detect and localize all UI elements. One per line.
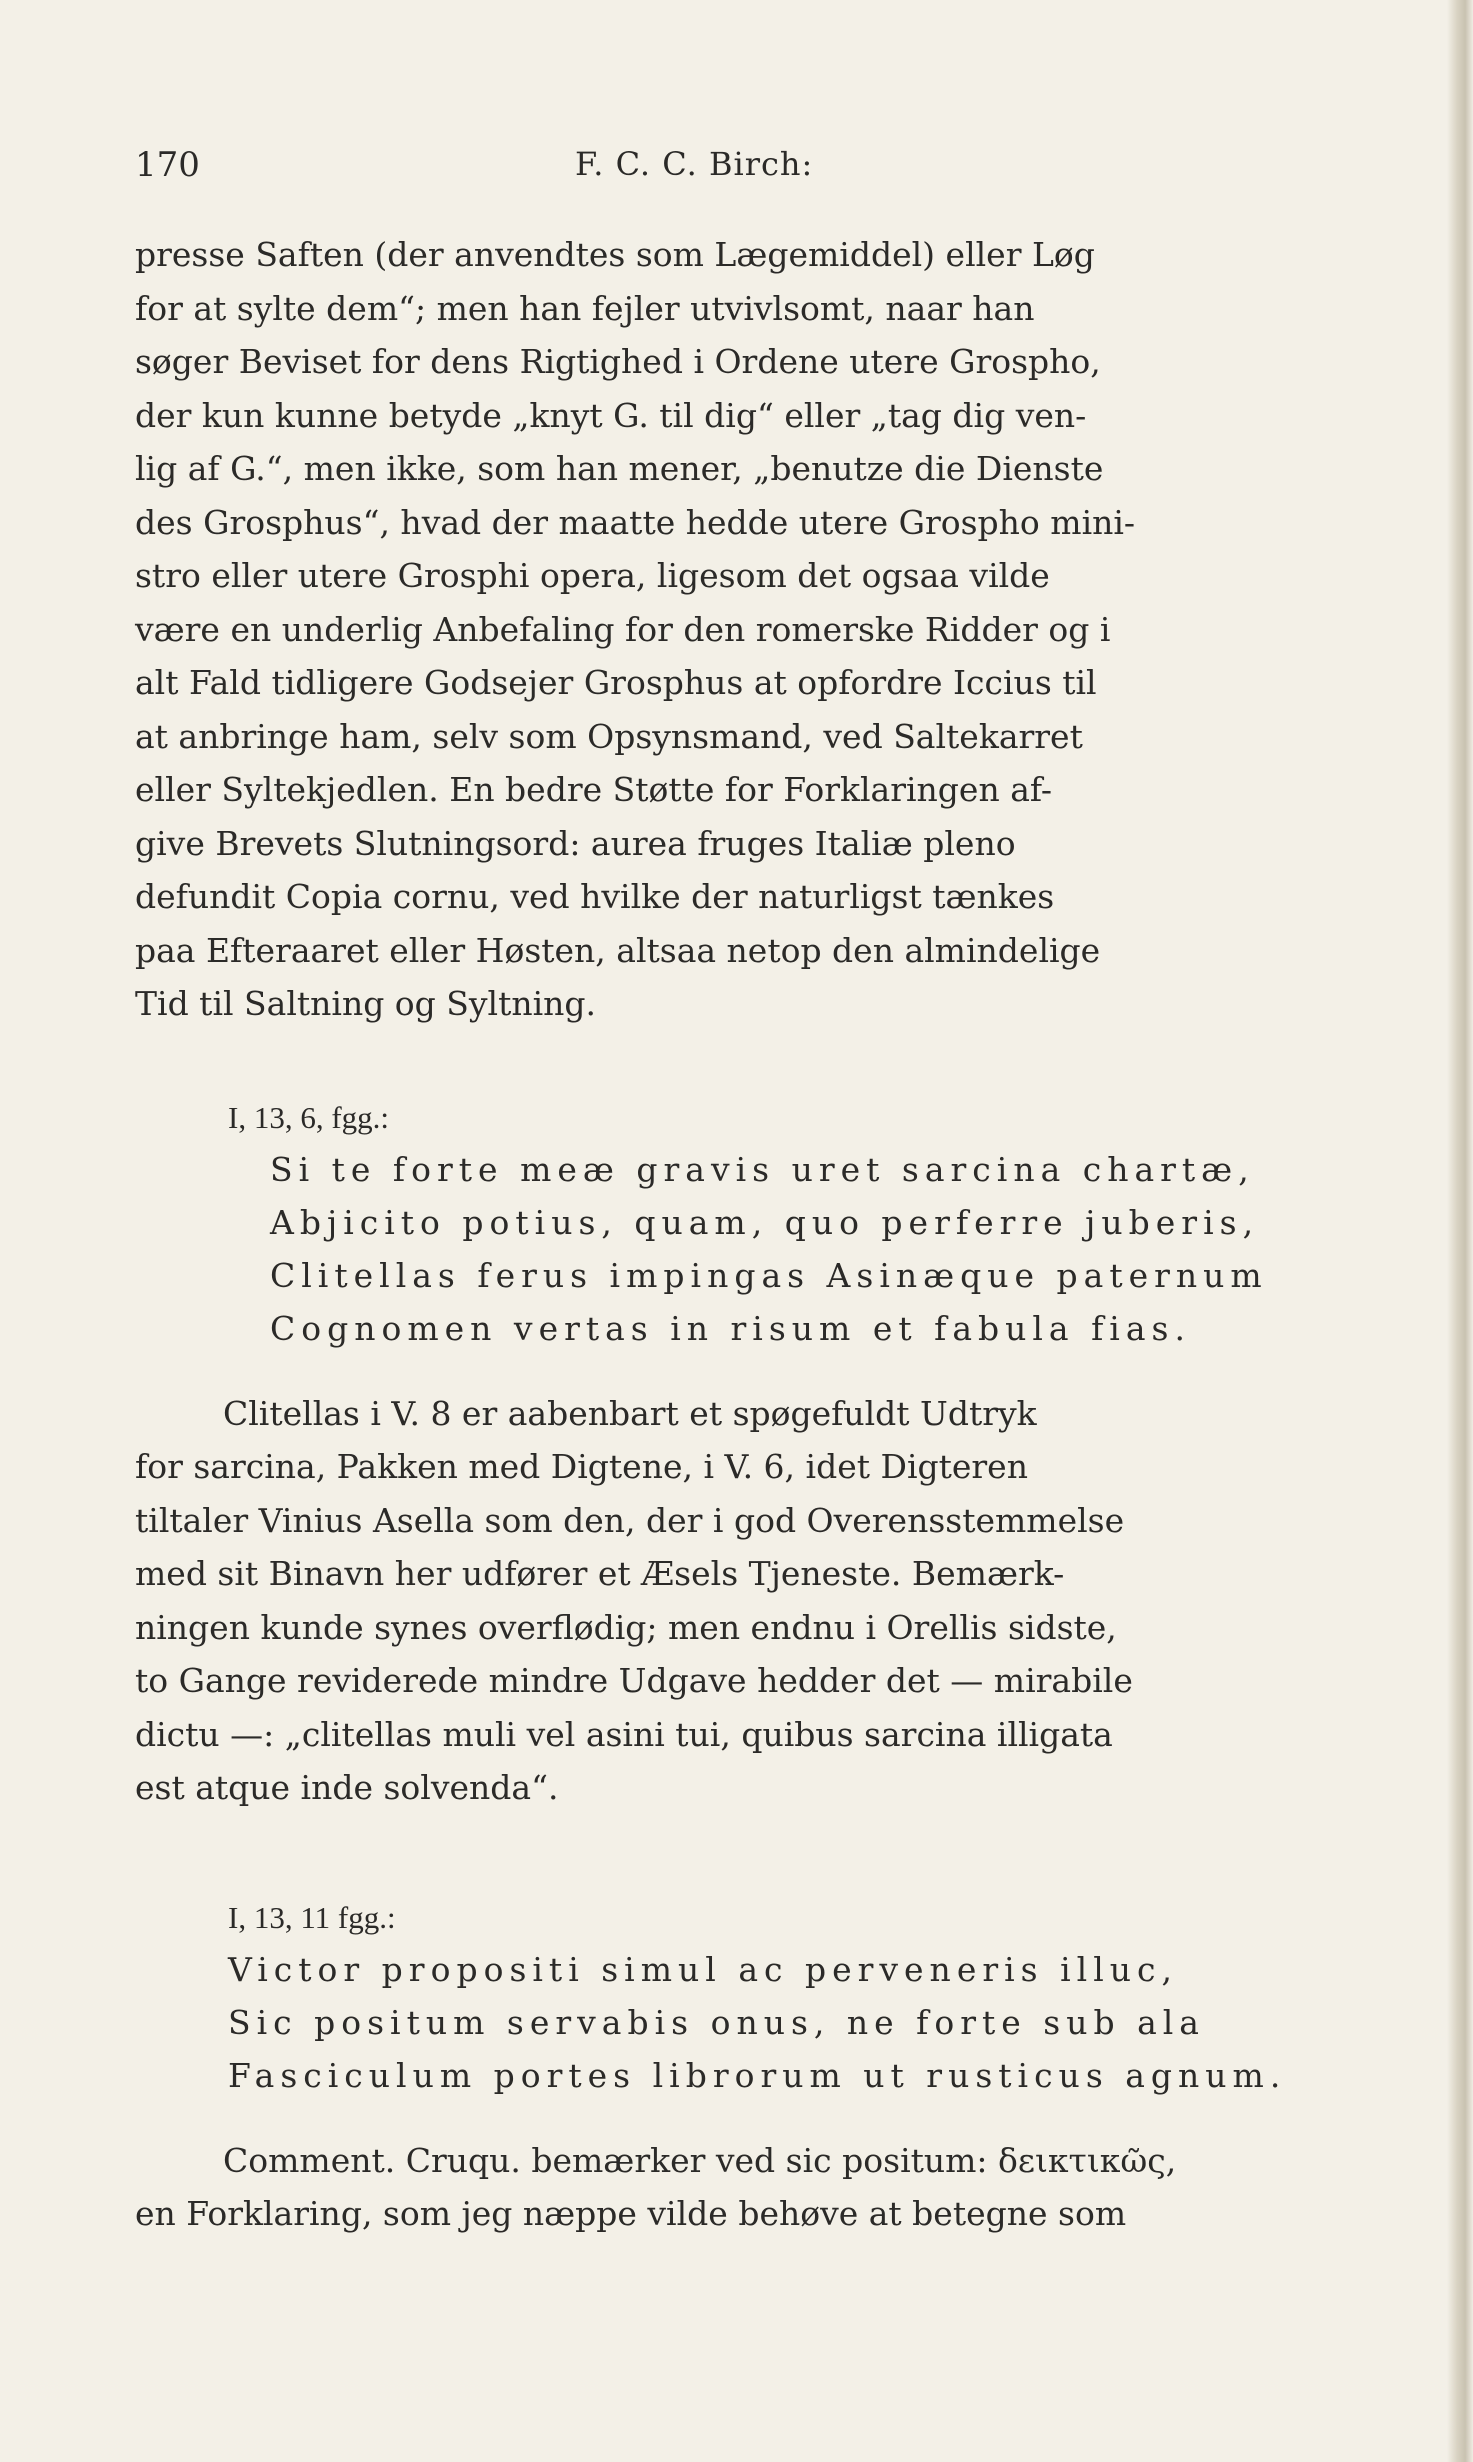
text-line: eller Syltekjedlen. En bedre Støtte for Forklaringen af- <box>135 770 1053 809</box>
text-line: stro eller utere Grosphi opera, ligesom det ogsaa vilde <box>135 556 1050 595</box>
citation-1: I, 13, 6, fgg.: <box>228 1099 390 1135</box>
text-line: for sarcina, Pakken med Digtene, i V. 6, idet Digteren <box>135 1447 1028 1486</box>
verse-1 <box>270 1143 1295 1355</box>
page-header <box>135 145 1295 195</box>
paragraph-1 <box>135 228 1295 1031</box>
text-line: dictu —: „clitellas muli vel asini tui, quibus sarcina illigata <box>135 1714 1113 1754</box>
text-line: lig af G.“, men ikke, som han mener, „benutze die Dienste <box>135 449 1104 488</box>
verse-line: Abjicito potius, quam, quo perferre juberis, <box>270 1202 1260 1242</box>
paragraph-2 <box>135 1387 1295 1815</box>
text-line: for at sylte dem“; men han fejler utvivlsomt, naar han <box>135 288 1035 328</box>
text-line: Clitellas i V. 8 er aabenbart et spøgefuldt Udtryk <box>223 1393 1037 1433</box>
verse-2 <box>228 1943 1295 2102</box>
text-line: to Gange reviderede mindre Udgave hedder det — mirabile <box>135 1661 1133 1700</box>
verse-line: Victor propositi simul ac perveneris illuc, <box>228 1949 1178 1989</box>
text-line: give Brevets Slutningsord: aurea fruges Italiæ pleno <box>135 823 1016 863</box>
text-line: der kun kunne betyde „knyt G. til dig“ eller „tag dig ven- <box>135 395 1087 435</box>
text-line: en Forklaring, som jeg næppe vilde behøve at betegne som <box>135 2194 1127 2233</box>
text-line: Tid til Saltning og Syltning. <box>135 984 597 1023</box>
verse-line: Sic positum servabis onus, ne forte sub ala <box>228 2002 1205 2042</box>
text-line: paa Efteraaret eller Høsten, altsaa netop den almindelige <box>135 930 1101 970</box>
text-line: ningen kunde synes overflødig; men endnu i Orellis sidste, <box>135 1607 1117 1647</box>
page-body <box>135 228 1295 2241</box>
citation-2: I, 13, 11 fgg.: <box>228 1899 396 1935</box>
verse-line: Si te forte meæ gravis uret sarcina chartæ, <box>270 1149 1255 1189</box>
text-line: med sit Binavn her udfører et Æsels Tjeneste. Bemærk- <box>135 1554 1065 1593</box>
running-head: F. C. C. Birch: <box>575 145 814 183</box>
page-edge <box>1447 0 1473 2462</box>
verse-line: Fasciculum portes librorum ut rusticus agnum. <box>228 2055 1287 2095</box>
paragraph-3 <box>135 2134 1295 2241</box>
text-line: alt Fald tidligere Godsejer Grosphus at opfordre Iccius til <box>135 663 1097 702</box>
text-line: at anbringe ham, selv som Opsynsmand, ved Saltekarret <box>135 716 1083 756</box>
text-line: søger Beviset for dens Rigtighed i Ordene utere Grospho, <box>135 342 1101 381</box>
text-line: Comment. Cruqu. bemærker ved sic positum: δεικτικῶς, <box>223 2140 1177 2180</box>
text-line: des Grosphus“, hvad der maatte hedde utere Grospho mini- <box>135 502 1136 542</box>
text-line: defundit Copia cornu, ved hvilke der naturligst tænkes <box>135 877 1055 916</box>
verse-line: Clitellas ferus impingas Asinæque paternum <box>270 1255 1268 1295</box>
text-line: være en underlig Anbefaling for den romerske Ridder og i <box>135 609 1111 649</box>
verse-line: Cognomen vertas in risum et fabula fias. <box>270 1308 1191 1348</box>
text-line: tiltaler Vinius Asella som den, der i god Overensstemmelse <box>135 1500 1125 1540</box>
text-line: presse Saften (der anvendtes som Lægemiddel) eller Løg <box>135 235 1095 274</box>
page-number: 170 <box>135 145 200 185</box>
text-line: est atque inde solvenda“. <box>135 1768 559 1807</box>
